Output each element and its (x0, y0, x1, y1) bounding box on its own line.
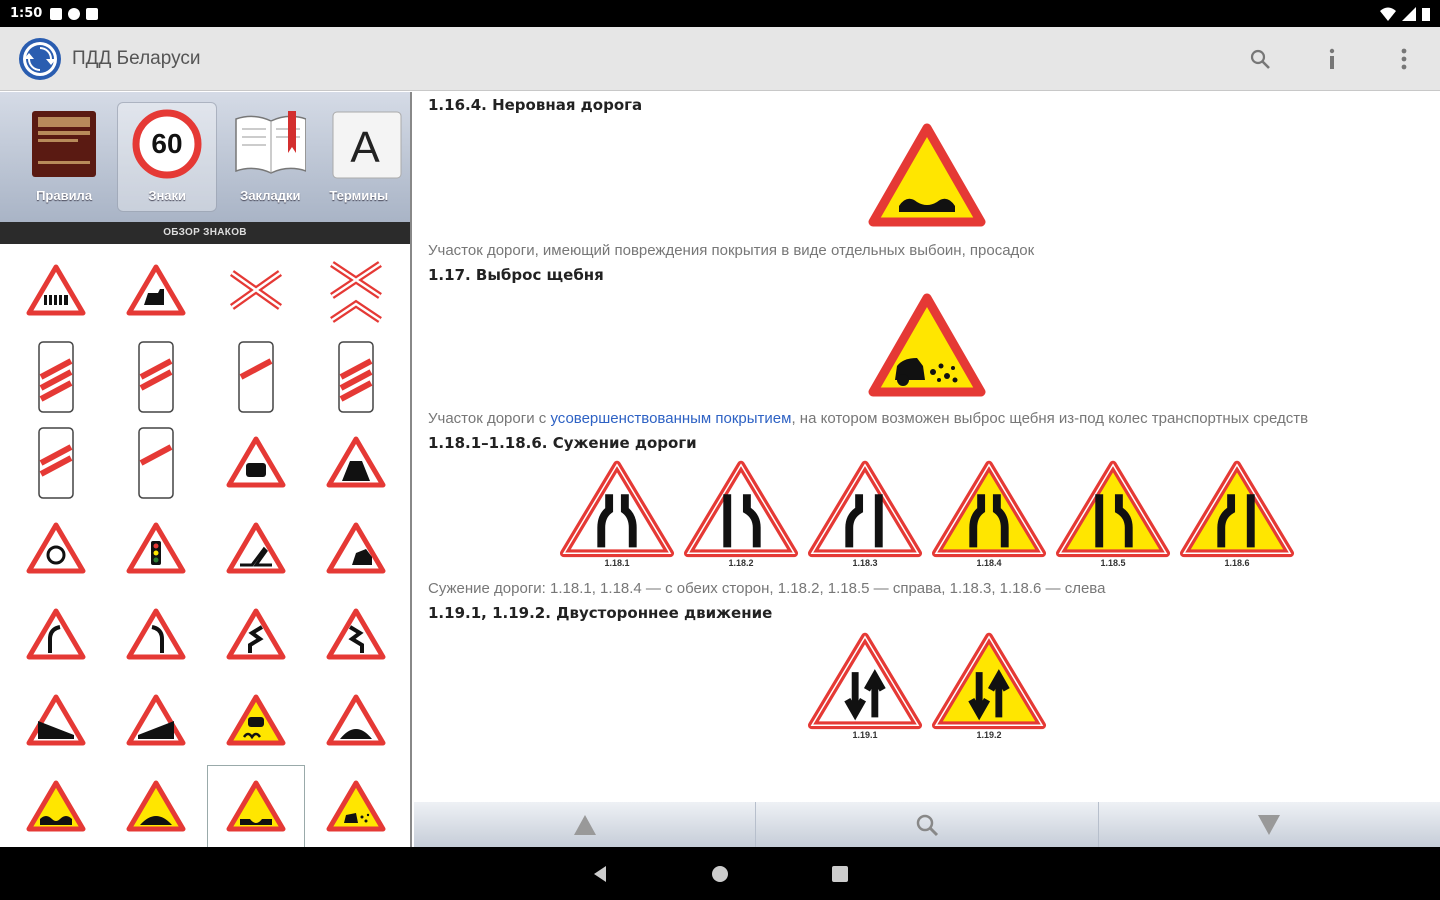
tab-label: Закладки (240, 188, 301, 203)
sign-60-text: 60 (151, 128, 183, 159)
sign-approach-railway-3-right (36, 339, 76, 415)
sign-railroad-crossing-barrier (26, 263, 86, 319)
sign-caption: 1.18.6 (1224, 558, 1250, 568)
sign-heading-two-way: 1.19.1, 1.19.2. Двустороннее движение (428, 604, 773, 622)
sign-grid-cell[interactable] (6, 506, 106, 592)
sign-railroad-crossing-no-barrier (126, 263, 186, 319)
sign-steep-descent (26, 693, 86, 749)
sign-grid-cell[interactable] (6, 334, 106, 420)
sign-approach-railway-2-right (136, 339, 176, 415)
sign-caption: 1.18.1 (604, 558, 630, 568)
sign-description: Сужение дороги: 1.18.1, 1.18.4 — с обеих сторон, 1.18.2, 1.18.5 — справа, 1.18.3, 1.18.6 — слева (428, 580, 1106, 597)
search-button[interactable] (1224, 27, 1296, 91)
recents-icon[interactable] (830, 864, 850, 884)
narrowing-sign-item (930, 458, 1048, 568)
sign-grid-cell[interactable] (206, 420, 306, 506)
sign-traffic-light (126, 521, 186, 577)
navigation-toolbar (414, 802, 1440, 847)
narrowing-sign-item (806, 458, 924, 568)
sign-uneven-road (326, 693, 386, 749)
road-narrowing-sign-5 (1054, 458, 1172, 560)
description-text: , на котором возможен выброс щебня из-под колес транспортных средств (791, 410, 1309, 427)
speed-limit-60-icon (131, 108, 203, 180)
sign-multi-track-railway (326, 258, 386, 324)
two-way-traffic-sign-1 (806, 630, 924, 732)
category-tabs (0, 92, 410, 222)
sign-grid-cell[interactable] (206, 592, 306, 678)
uneven-road-sign (867, 122, 987, 232)
status-bar (0, 0, 1440, 27)
tab-signs[interactable] (117, 102, 217, 212)
info-icon (1328, 48, 1336, 70)
road-narrowing-sign-3 (806, 458, 924, 560)
sd-card-icon (86, 8, 98, 20)
sign-grid-cell[interactable] (306, 678, 406, 764)
road-narrowing-sign-1 (558, 458, 676, 560)
app-notification-icon (68, 8, 80, 20)
sign-grid-cell[interactable] (206, 334, 306, 420)
tab-bookmarks[interactable] (220, 102, 320, 212)
sign-approach-railway-2-left (36, 425, 76, 501)
road-narrowing-sign-2 (682, 458, 800, 560)
sign-grid-cell[interactable] (6, 248, 106, 334)
sign-description-gravel (428, 408, 1426, 430)
sign-slippery-road (226, 693, 286, 749)
sign-dangerous-curve-right (26, 607, 86, 663)
next-button[interactable] (1098, 802, 1440, 847)
sign-grid-cell[interactable] (106, 420, 206, 506)
wifi-icon (1380, 7, 1396, 21)
sign-tram-crossing (226, 435, 286, 491)
home-icon[interactable] (710, 864, 730, 884)
sign-grid-cell[interactable] (6, 592, 106, 678)
sign-grid-cell[interactable] (106, 248, 206, 334)
narrowing-signs-row (428, 458, 1426, 568)
sign-intersection-with-motorway (326, 435, 386, 491)
sign-grid-cell[interactable] (306, 592, 406, 678)
sign-caption: 1.18.4 (976, 558, 1002, 568)
info-button[interactable] (1296, 27, 1368, 91)
improved-surface-link[interactable]: усовершенствованным покрытием (550, 410, 792, 427)
tab-terms[interactable] (323, 102, 410, 212)
notification-icon (50, 8, 62, 20)
down-arrow-icon (1256, 813, 1282, 837)
status-time: 1:50 (10, 6, 43, 21)
sign-grid-cell[interactable] (206, 678, 306, 764)
narrowing-sign-item (558, 458, 676, 568)
sign-roundabout (26, 521, 86, 577)
overflow-menu-button[interactable] (1368, 27, 1440, 91)
sign-approach-railway-3-left (336, 339, 376, 415)
sign-grid-cell[interactable] (306, 420, 406, 506)
sign-grid-cell[interactable] (306, 764, 406, 850)
sign-heading-gravel: 1.17. Выброс щебня (428, 266, 604, 284)
sign-pothole (226, 779, 286, 835)
back-icon[interactable] (590, 864, 610, 884)
sign-dangerous-curves-right (226, 607, 286, 663)
sign-grid-cell[interactable] (6, 764, 106, 850)
sign-uneven-road-yellow (26, 779, 86, 835)
tab-label: Термины (329, 188, 389, 203)
narrowing-sign-item (1054, 458, 1172, 568)
sign-grid-cell[interactable] (206, 506, 306, 592)
section-header: ОБЗОР ЗНАКОВ (0, 222, 410, 244)
sign-river-embankment (326, 521, 386, 577)
sign-approach-railway-1-left (136, 425, 176, 501)
signal-icon (1402, 7, 1416, 21)
narrowing-sign-item (682, 458, 800, 568)
rules-book-icon (30, 109, 98, 179)
sign-grid-cell[interactable] (106, 334, 206, 420)
terms-letter-icon (331, 108, 403, 180)
sign-grid-cell[interactable] (106, 678, 206, 764)
signs-grid (0, 244, 410, 850)
bookmarks-book-icon (234, 109, 306, 179)
sign-caption: 1.19.1 (852, 730, 878, 740)
road-narrowing-sign-6 (1178, 458, 1296, 560)
sign-grid-cell[interactable] (306, 506, 406, 592)
sign-heading-uneven-road: 1.16.4. Неровная дорога (428, 96, 643, 114)
sign-single-track-railway (226, 263, 286, 319)
sign-dangerous-curve-left (126, 607, 186, 663)
two-way-signs-row (428, 630, 1426, 740)
sign-grid-cell[interactable] (206, 764, 306, 850)
sign-approach-railway-1-right (236, 339, 276, 415)
sign-grid-cell[interactable] (106, 764, 206, 850)
sign-steep-ascent (126, 693, 186, 749)
sign-grid-cell[interactable] (106, 506, 206, 592)
sign-gravel-ejection (326, 779, 386, 835)
search-icon (915, 813, 939, 837)
app-title: ПДД Беларуси (72, 47, 201, 69)
tab-label: Знаки (148, 188, 187, 203)
road-narrowing-sign-4 (930, 458, 1048, 560)
sign-detail-content (414, 92, 1440, 802)
description-text: Участок дороги с (428, 410, 551, 427)
left-panel (0, 92, 412, 847)
gravel-ejection-sign (867, 292, 987, 402)
sign-grid-cell[interactable] (206, 248, 306, 334)
sign-caption: 1.18.3 (852, 558, 878, 568)
sign-caption: 1.18.5 (1100, 558, 1126, 568)
sign-caption: 1.18.2 (728, 558, 754, 568)
battery-icon (1422, 7, 1430, 21)
system-navigation-bar (0, 847, 1440, 900)
two-way-sign-item (806, 630, 924, 740)
sign-grid-cell[interactable] (106, 592, 206, 678)
up-arrow-icon (572, 813, 598, 837)
tab-rules[interactable] (14, 102, 114, 212)
two-way-sign-item (930, 630, 1048, 740)
sign-heading-narrowing: 1.18.1–1.18.6. Сужение дороги (428, 434, 697, 452)
terms-letter: A (350, 123, 380, 172)
sign-artificial-bump (126, 779, 186, 835)
previous-button[interactable] (414, 802, 755, 847)
sign-dangerous-curves-left (326, 607, 386, 663)
tab-label: Правила (36, 188, 93, 203)
overflow-menu-icon (1401, 48, 1407, 70)
two-way-traffic-sign-2 (930, 630, 1048, 732)
sign-description: Участок дороги, имеющий повреждения покрытия в виде отдельных выбоин, просадок (428, 242, 1035, 259)
sign-grid-cell[interactable] (6, 678, 106, 764)
app-bar (0, 27, 1440, 91)
sign-grid-cell[interactable] (306, 248, 406, 334)
narrowing-sign-item (1178, 458, 1296, 568)
sign-drawbridge (226, 521, 286, 577)
app-logo-icon (18, 37, 62, 81)
sign-grid-cell[interactable] (306, 334, 406, 420)
search-toolbar-button[interactable] (755, 802, 1097, 847)
search-icon (1249, 48, 1271, 70)
sign-grid-cell[interactable] (6, 420, 106, 506)
sign-caption: 1.19.2 (976, 730, 1002, 740)
